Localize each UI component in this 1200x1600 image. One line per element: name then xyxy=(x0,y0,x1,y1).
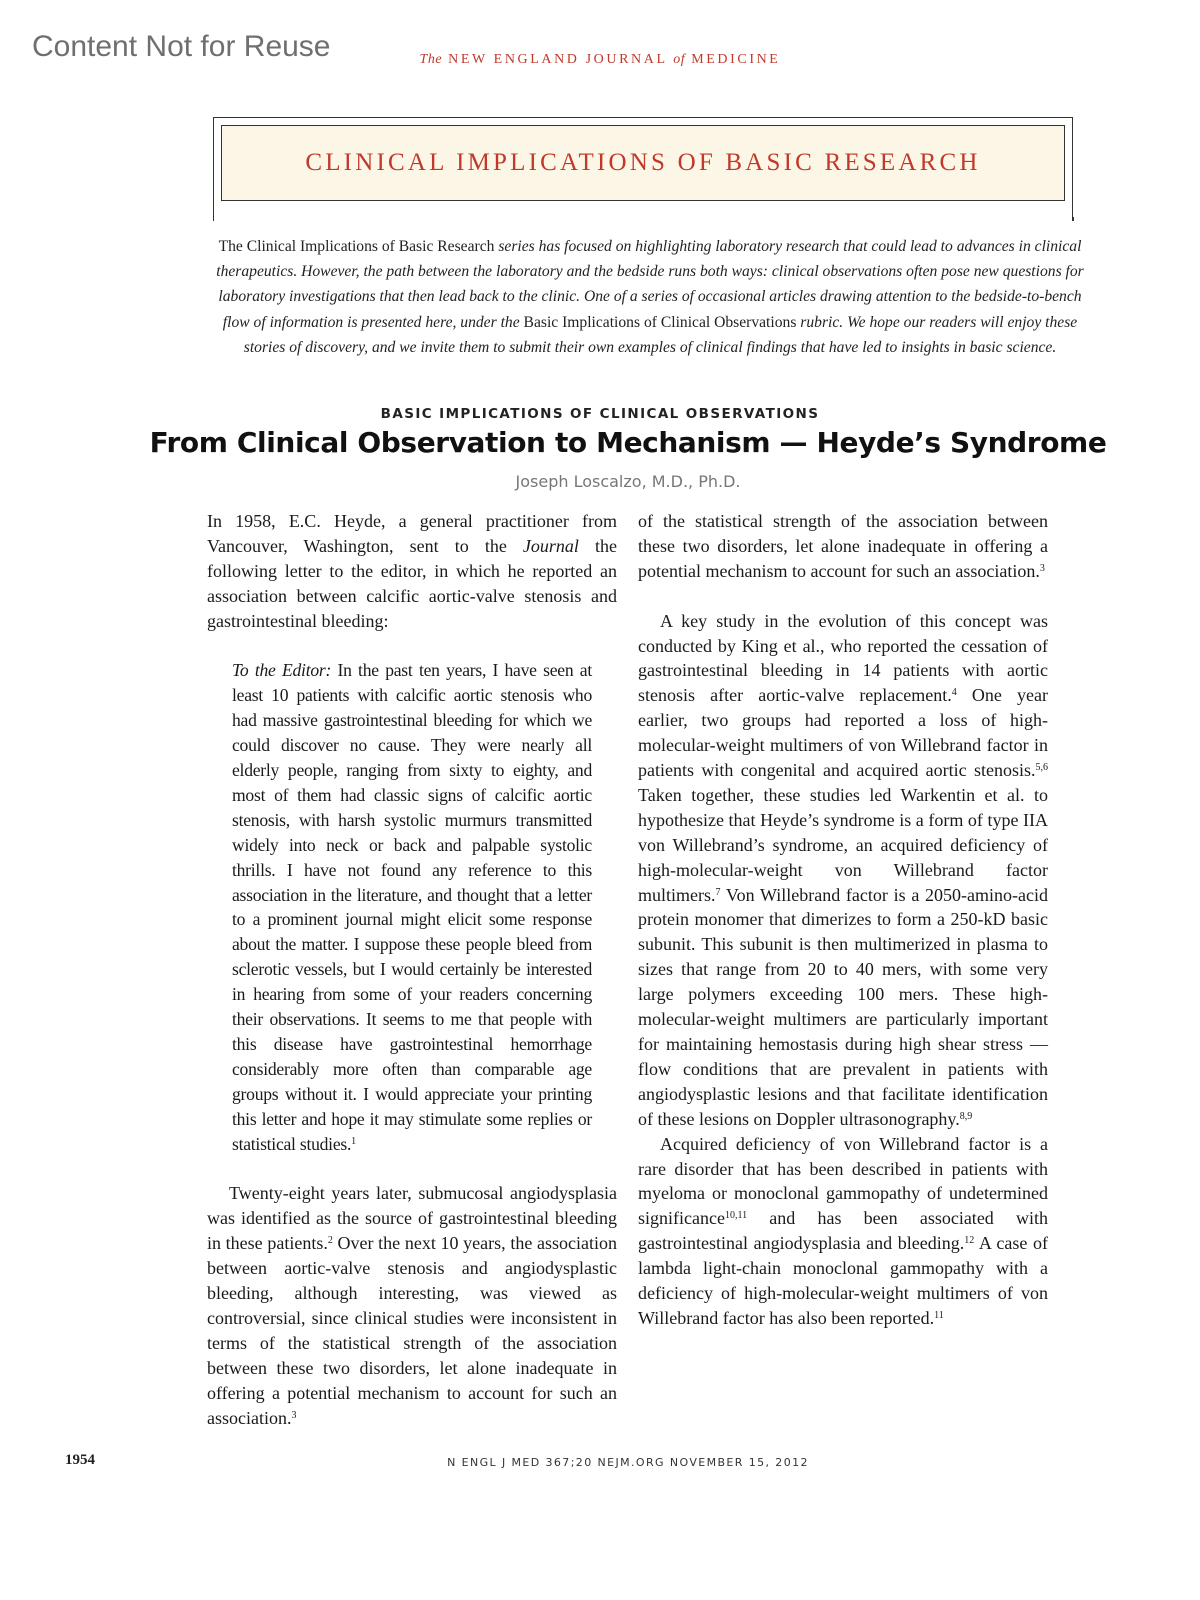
p2-text-a: Twenty-eight years later, submucosal angiodysplasia was identified as the source of gastrointestinal bleeding in these patients. xyxy=(207,1183,617,1254)
letter-text: In the past ten years, I have seen at least 10 patients with calcific aortic stenosis who had massive gastrointestinal bleeding for which we could discover no cause. They were nearly all elderly people, ranging from sixty to eighty, and most of them had classic signs of calcific aortic stenosis, with harsh systolic murmurs transmitted widely into neck or back and palpable systolic thrills. I have not found any reference to this association in the literature, and thought that a letter to a prominent journal might elicit some response about the matter. I suppose these people bleed from sclerotic vessels, but I would certainly be interested in hearing from some of your readers concerning their observations. It seems to me that people with this disease have gastrointestinal hemorrhage considerably more often than comparable age groups without it. I would appreciate your printing this letter and hope it may stimulate some replies or statistical studies. xyxy=(232,660,592,1154)
ref-7[interactable]: 7 xyxy=(715,886,721,898)
p4-text-a: Acquired deficiency of von Willebrand factor is a rare disorder that has been described in patients with myeloma or monoclonal gammopathy of undetermined significance xyxy=(638,1133,1048,1229)
footer-citation: N ENGL J MED 367;20 NEJM.ORG NOVEMBER 15, 2012 xyxy=(447,1456,809,1469)
p4-text-c: A case of lambda light-chain monoclonal gammopathy with a deficiency of high-molecular-weight multimers of von Willebrand factor has also been reported. xyxy=(638,1233,1048,1328)
article-title: From Clinical Observation to Mechanism — Heyde’s Syndrome xyxy=(149,426,1107,459)
paragraph-2 xyxy=(207,1181,617,1430)
p3-text-c: Taken together, these studies led Warkentin et al. to hypothesize that Heyde’s syndrome is a form of type IIA von Willebrand’s syndrome, an acquired deficiency of high-molecular-weight von Willebrand factor multimers. xyxy=(638,784,1048,905)
p3-text-d: Von Willebrand factor is a 2050-amino-acid protein monomer that dimerizes to form a 250-kD basic subunit. This subunit is then multimerized in plasma to sizes that range from 20 to 40 mers, with some very large polymers exceeding 100 mers. These high-molecular-weight multimers are particularly important for maintaining hemostasis during high shear stress — flow conditions that are prevalent in patients with angiodysplastic lesions and that facilitate identification of these lesions on Doppler ultrasonography. xyxy=(638,884,1048,1129)
journal-name-part2: MEDICINE xyxy=(691,52,781,67)
watermark: Content Not for Reuse xyxy=(32,30,331,63)
ref-11[interactable]: 11 xyxy=(934,1309,944,1321)
right-column xyxy=(638,509,1048,1331)
quoted-letter xyxy=(232,658,592,1156)
ref-8-9[interactable]: 8,9 xyxy=(959,1110,973,1122)
left-column xyxy=(207,509,617,1430)
journal-header xyxy=(0,52,1200,68)
intro-the: The xyxy=(218,238,243,255)
journal-the: The xyxy=(419,52,443,67)
series-intro xyxy=(205,234,1095,360)
article-kicker: BASIC IMPLICATIONS OF CLINICAL OBSERVATIONS xyxy=(380,406,820,422)
ref-5-6[interactable]: 5,6 xyxy=(1035,762,1048,774)
p3-text-a: A key study in the evolution of this concept was conducted by King et al., who reported the cessation of gastrointestinal bleeding in 14 patients with aortic stenosis after aortic-valve replacement. xyxy=(638,610,1048,706)
ref-10-11[interactable]: 10,11 xyxy=(724,1210,748,1222)
intro-text-2: rubric. We hope our readers will enjoy these stories of discovery, and we invite them to submit their own examples of clinical findings that have led to insights in basic science. xyxy=(243,313,1078,356)
paragraph-4 xyxy=(638,1132,1048,1331)
ref-4[interactable]: 4 xyxy=(951,687,957,699)
ref-3[interactable]: 3 xyxy=(291,1409,297,1421)
p1-journal: Journal xyxy=(522,535,579,556)
ref-1[interactable]: 1 xyxy=(351,1135,356,1147)
banner xyxy=(221,125,1065,201)
paragraph-3 xyxy=(638,609,1048,1132)
journal-name-part1: NEW ENGLAND JOURNAL xyxy=(448,52,668,67)
p2-text-b: Over the next 10 years, the association between aortic-valve stenosis and angiodysplastic bleeding, although interesting, was viewed as controversial, since clinical studies were inconsistent in terms of the statistical strength of the association between these two disorders, let alone inadequate in offering a potential mechanism to account for such an association. xyxy=(207,1233,617,1428)
ref-2[interactable]: 2 xyxy=(327,1235,333,1247)
ref-3-continued[interactable]: 3 xyxy=(1039,562,1045,574)
journal-of: of xyxy=(673,52,686,67)
p3-text-b: One year earlier, two groups had reported a loss of high-molecular-weight multimers of von Willebrand factor in patients with congenital and acquired aortic stenosis. xyxy=(638,685,1048,781)
p4-text-b: and has been associated with gastrointestinal angiodysplasia and bleeding. xyxy=(638,1208,1048,1254)
intro-series-name: Clinical Implications of Basic Research xyxy=(246,238,495,255)
article-author: Joseph Loscalzo, M.D., Ph.D. xyxy=(515,472,741,491)
banner-title: CLINICAL IMPLICATIONS OF BASIC RESEARCH xyxy=(305,149,981,176)
intro-rubric-name: Basic Implications of Clinical Observations xyxy=(523,313,797,331)
paragraph-2-continued: of the statistical strength of the association between these two disorders, let alone inadequate in offering a potential mechanism to account for such an association.$^3$ xyxy=(638,511,1048,581)
paragraph-1 xyxy=(207,509,617,634)
p1-text-a: In 1958, E.C. Heyde, a general practitioner from Vancouver, Washington, sent to the xyxy=(207,511,617,556)
p1-text-b: the following letter to the editor, in which he reported an association between calcific aortic-valve stenosis and gastrointestinal bleeding: xyxy=(207,535,617,631)
letter-salutation: To the Editor: xyxy=(232,660,332,681)
page-number: 1954 xyxy=(65,1452,95,1468)
intro-text-1: series has focused on highlighting laboratory research that could lead to advances in clinical therapeutics. However, the path between the laboratory and the bedside runs both ways: clinical observations often pose new questions for laboratory investigations that then lead back to the clinic. One of a series of occasional articles drawing attention to the bedside-to-bench flow of information is presented here, under the xyxy=(216,238,1084,331)
ref-12[interactable]: 12 xyxy=(964,1235,975,1247)
